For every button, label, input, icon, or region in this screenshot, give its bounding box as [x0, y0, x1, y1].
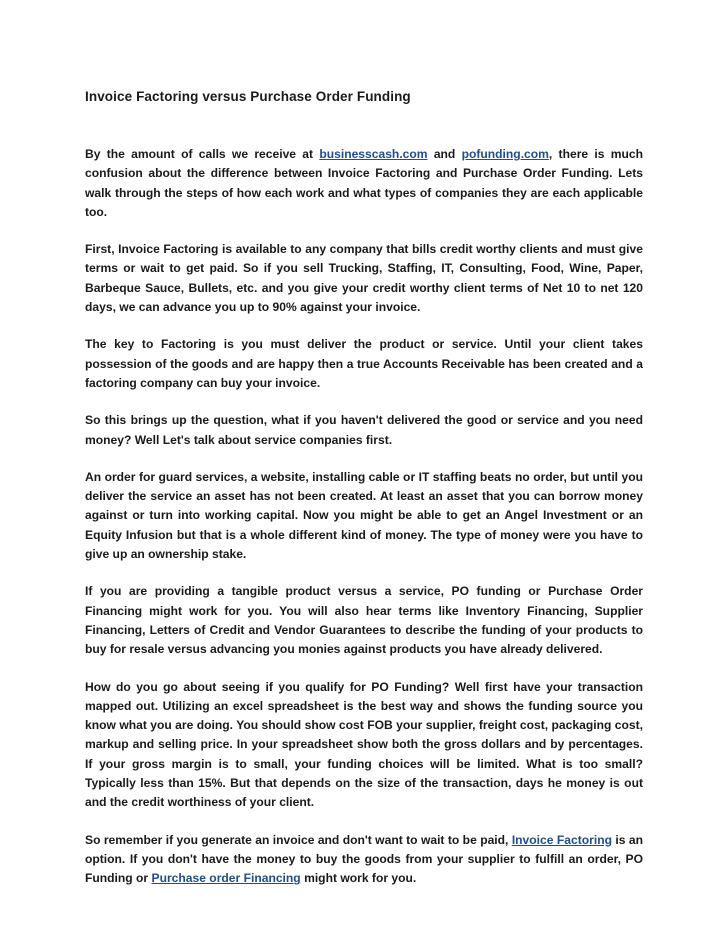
paragraph-question: So this brings up the question, what if you haven't delivered the good or service and you need money? Well Let's talk about service companies first.	[85, 413, 643, 447]
text-run: , there is much confusion about the difference between Invoice Factoring and Purchase Order Funding. Lets walk through the steps of how each work and what types of companies they are each applicable too.	[85, 147, 644, 219]
paragraph-service-companies: An order for guard services, a website, installing cable or IT staffing beats no order, but until you deliver the service an asset has not been created. At least an asset that you can borrow money against or turn into working capital. Now you might be able to get an Angel Investment or an Equity Infusion but that is a whole different kind of money. The type of money were you have to give up an ownership stake.	[85, 469, 643, 562]
paragraph-intro	[85, 145, 643, 222]
paragraph-tangible-product: If you are providing a tangible product versus a service, PO funding or Purchase Order Financing might work for you. You will also hear terms like Inventory Financing, Supplier Financing, Letters of Credit and Vendor Guarantees to describe the funding of your products to buy for resale versus advancing you monies against products you have already delivered.	[85, 584, 643, 657]
text-run: might work for you.	[300, 871, 417, 886]
text-run: is an option. If you don't have the money to buy the goods from your supplier to fulfill an order, PO Funding or	[85, 832, 643, 886]
purchase-order-financing-link[interactable]: Purchase order Financing	[151, 871, 301, 886]
invoice-factoring-link[interactable]: Invoice Factoring	[511, 832, 612, 847]
paragraph-key-to-factoring: The key to Factoring is you must deliver the product or service. Until your client takes possession of the goods and are happy then a true Accounts Receivable has been created and a factoring company can buy your invoice.	[85, 337, 643, 390]
paragraph-conclusion	[85, 831, 643, 889]
businesscash-link[interactable]: businesscash.com	[319, 147, 428, 161]
text-run: So remember if you generate an invoice and don't want to wait to be paid,	[85, 832, 512, 847]
paragraph-invoice-factoring: First, Invoice Factoring is available to any company that bills credit worthy clients and must give terms or wait to get paid. So if you sell Trucking, Staffing, IT, Consulting, Food, Wine, Paper, Barbeque Sauce, Bullets, etc. and you give your credit worthy client terms of Net 10 to net 120 days, we can advance you up to 90% against your invoice.	[85, 242, 643, 315]
document-body	[85, 145, 643, 907]
paragraph-qualify-po-funding: How do you go about seeing if you qualify for PO Funding? Well first have your transaction mapped out. Utilizing an excel spreadsheet is the best way and shows the funding source you know what you are doing. You should show cost FOB your supplier, freight cost, packaging cost, markup and selling price. In your spreadsheet show both the gross dollars and by percentages. If your gross margin is to small, your funding choices will be limited. What is too small? Typically less than 15%. But that depends on the size of the transaction, days he money is out and the credit worthiness of your client.	[85, 679, 643, 810]
document-title: Invoice Factoring versus Purchase Order Funding	[85, 89, 411, 104]
text-run: By the amount of calls we receive at	[85, 147, 320, 161]
text-run: and	[427, 147, 462, 161]
pofunding-link[interactable]: pofunding.com	[461, 147, 549, 161]
